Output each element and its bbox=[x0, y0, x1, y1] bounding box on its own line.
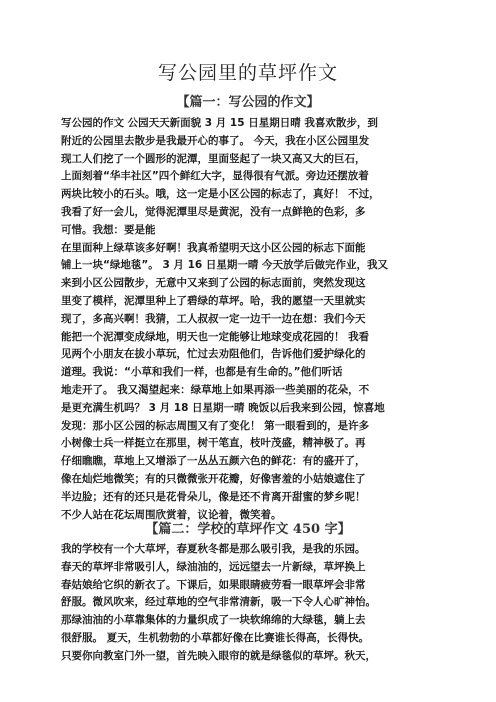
text-line: 像在灿烂地微笑；有的只微微张开花瓣，好像害羞的小姑娘遮住了 bbox=[61, 472, 366, 485]
text-line: 那绿油油的小草靠集体的力量织成了一块软绵绵的大绿毯，躺上去 bbox=[61, 614, 366, 627]
text-line: 春天的草坪非常吸引人，绿油油的，远远望去一片新绿，草坪换上 bbox=[61, 560, 366, 573]
text-line: 很舒服。 夏天，生机勃勃的小草都好像在比赛谁长得高，长得快。 bbox=[61, 631, 370, 644]
text-line: 在里面种上绿草该多好啊！我真希望明天这小区公园的标志下面能 bbox=[61, 241, 366, 254]
page-title: 写公园里的草坪作文 bbox=[157, 62, 338, 84]
text-line: 见两个小朋友在拔小草玩，忙过去劝阻他们，告诉他们爱护绿化的 bbox=[61, 348, 366, 361]
text-line: 发现：那小区公园的标志周围又有了变化！ 第一眼看到的，是许多 bbox=[61, 419, 370, 432]
text-line: 上面刻着“华丰社区”四个鲜红大字，显得很有气派。旁边还摆放着 bbox=[61, 170, 369, 183]
text-line: 我看了好一会儿，觉得泥潭里尽是黄泥，没有一点鲜艳的色彩，多 bbox=[61, 205, 366, 218]
text-line: 仔细瞧瞧，草地上又增添了一丛丛五颜六色的鲜花：有的盛开了， bbox=[61, 455, 366, 468]
text-line: 现了，多高兴啊！我猜，工人叔叔一定一边干一边在想：我们今天 bbox=[61, 312, 366, 325]
section-1-body bbox=[61, 115, 441, 524]
section-2-body bbox=[61, 541, 441, 666]
text-line: 道理。我说：“小草和我们一样，也都是有生命的。”他们听话 bbox=[61, 366, 343, 379]
text-line: 可惜。我想：要是能 bbox=[61, 223, 156, 236]
text-line: 不少人站在花坛周围欣赏着，议论着，微笑着。 bbox=[61, 508, 282, 521]
text-line: 附近的公园里去散步是我最开心的事了。 今天，我在小区公园里发 bbox=[61, 134, 370, 147]
text-line: 地走开了。 我又渴望起来：绿草地上如果再添一些美丽的花朵，不 bbox=[61, 383, 370, 396]
text-line: 小树像士兵一样挺立在那里，树干笔直，枝叶茂盛，精神极了。再 bbox=[61, 437, 366, 450]
text-line: 舒服。微风吹来，经过草地的空气非常清新，吸一下令人心旷神怡。 bbox=[61, 596, 376, 609]
text-line: 来到小区公园散步，无意中又来到了公园的标志面前，突然发现这 bbox=[61, 277, 366, 290]
text-line: 能把一个泥潭变成绿地，明天也一定能够让地球变成花园的！ 我看 bbox=[61, 330, 370, 343]
text-line: 现工人们挖了一个圆形的泥潭，里面竖起了一块又高又大的巨石， bbox=[61, 152, 366, 165]
text-line: 半边脸；还有的还只是花骨朵儿，像是还不肯离开甜蜜的梦乡呢！ bbox=[61, 490, 366, 503]
text-line: 是更充满生机吗？ 3 月 18 日星期一晴 晚饭以后我来到公园，惊喜地 bbox=[61, 401, 385, 414]
section-heading-1: 【篇一：写公园的作文】 bbox=[176, 95, 320, 110]
text-line: 我的学校有一个大草坪，春夏秋冬都是那么吸引我，是我的乐园。 bbox=[61, 543, 366, 555]
text-line: 只要你向教室门外一望，首先映入眼帘的就是绿毯似的草坪。秋天， bbox=[61, 649, 376, 662]
text-line: 写公园的作文 公园天天新面貌 3 月 15 日星期日晴 我喜欢散步，到 bbox=[61, 117, 378, 129]
text-line: 铺上一块“绿地毯”。 3 月 16 日星期一晴 今天放学后做完作业，我又 bbox=[61, 259, 388, 272]
text-line: 春姑娘给它织的新衣了。下课后，如果眼睛疲劳看一眼草坪会非常 bbox=[61, 578, 366, 591]
section-heading-2: 【篇二：学校的草坪作文 450 字】 bbox=[145, 522, 351, 537]
text-line: 两块比较小的石头。哦，这一定是小区公园的标志了，真好！ 不过， bbox=[61, 188, 380, 201]
text-line: 里变了模样，泥潭里种上了碧绿的草坪。哈，我的愿望一天里就实 bbox=[61, 294, 366, 307]
